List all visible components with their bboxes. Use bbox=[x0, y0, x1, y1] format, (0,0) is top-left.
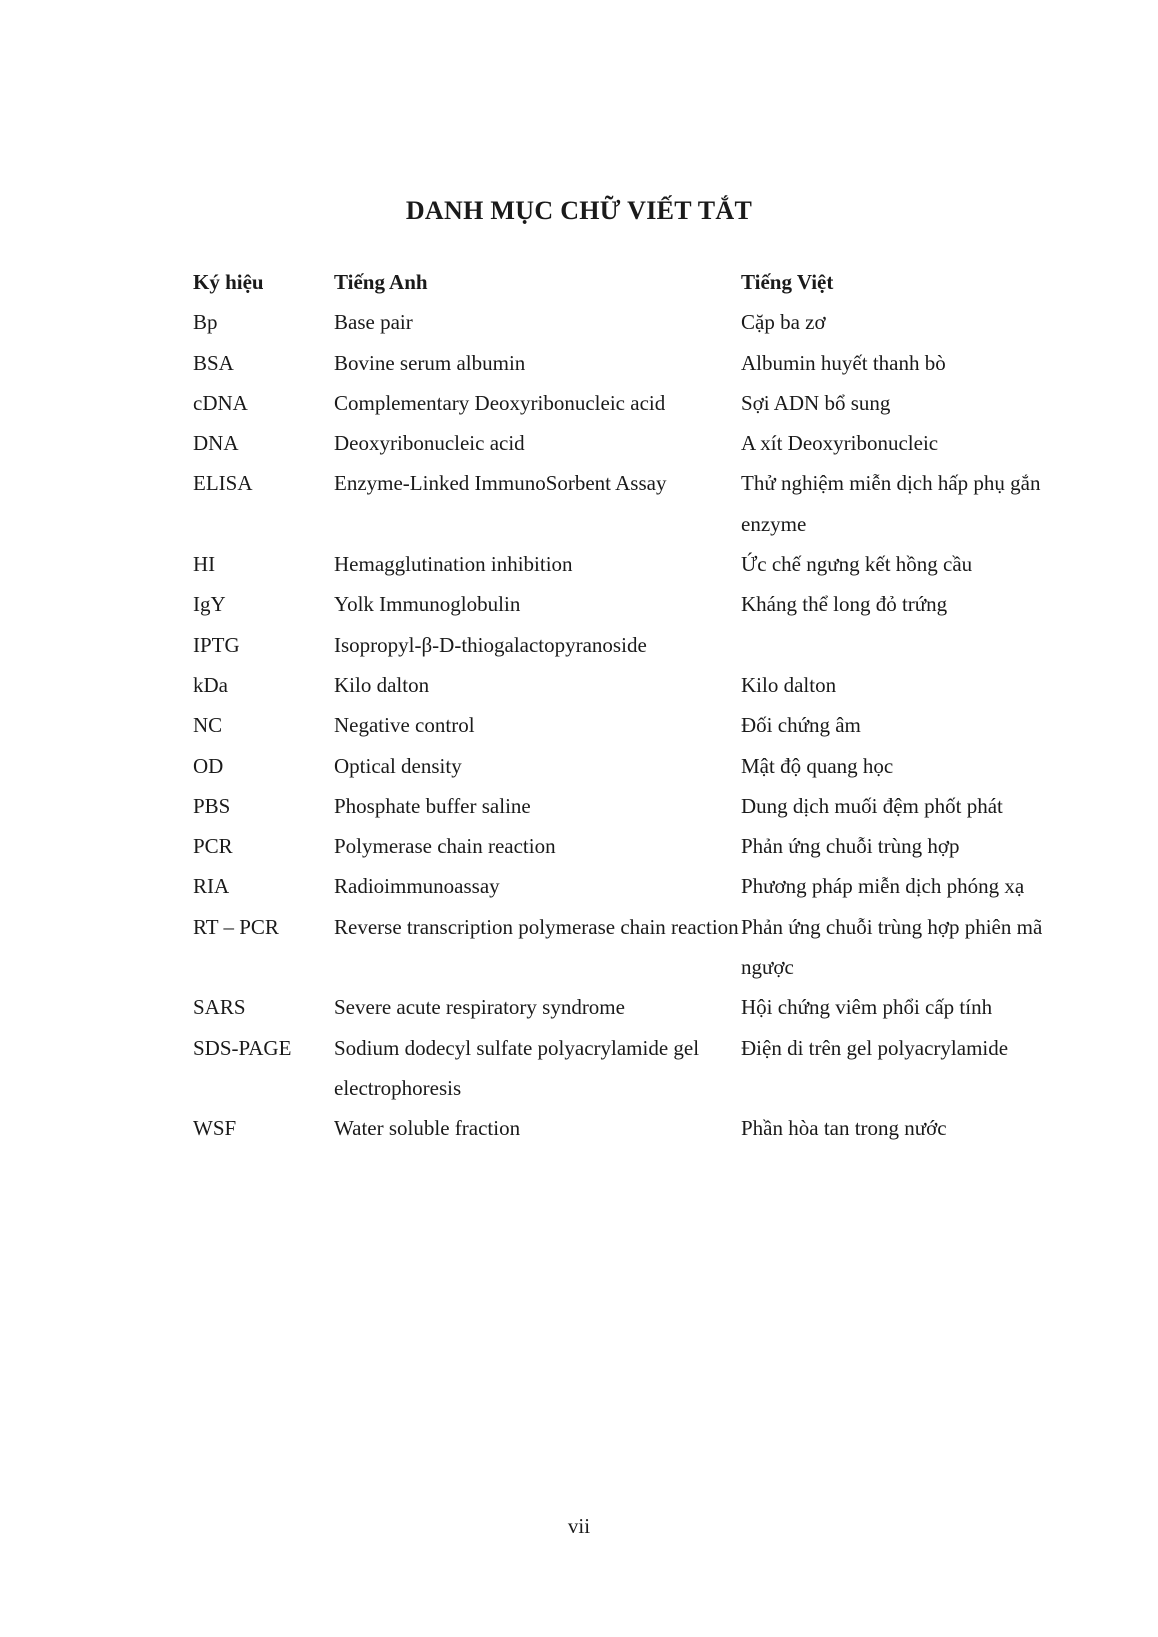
cell-vietnamese: Điện di trên gel polyacrylamide bbox=[741, 1035, 1009, 1060]
cell-abbr: SARS bbox=[193, 995, 246, 1020]
cell-vietnamese: Dung dịch muối đệm phốt phát bbox=[741, 793, 1003, 818]
cell-english: Base pair bbox=[334, 310, 413, 335]
page-number: vii bbox=[567, 1514, 591, 1538]
table-row bbox=[193, 665, 1053, 705]
cell-english: Bovine serum albumin bbox=[334, 350, 526, 375]
cell-english: Negative control bbox=[334, 713, 475, 738]
abbreviation-table bbox=[193, 262, 1053, 1149]
cell-english: Kilo dalton bbox=[334, 672, 430, 697]
cell-english: Optical density bbox=[334, 753, 462, 778]
cell-abbr: Bp bbox=[193, 310, 218, 335]
cell-vietnamese: Albumin huyết thanh bò bbox=[741, 350, 946, 375]
cell-abbr: OD bbox=[193, 753, 224, 778]
table-row bbox=[193, 866, 1053, 906]
cell-english: Reverse transcription polymerase chain reaction bbox=[334, 914, 739, 939]
cell-vietnamese: A xít Deoxyribonucleic bbox=[741, 431, 939, 456]
table-row bbox=[193, 302, 1053, 342]
cell-english: Isopropyl-β-D-thiogalactopyranoside bbox=[334, 632, 647, 657]
cell-vietnamese: Đối chứng âm bbox=[741, 713, 861, 738]
cell-abbr: RIA bbox=[193, 874, 230, 899]
table-row bbox=[193, 544, 1053, 584]
cell-abbr: IPTG bbox=[193, 632, 240, 657]
cell-abbr: WSF bbox=[193, 1116, 237, 1141]
cell-vietnamese bbox=[741, 625, 1053, 665]
table-row bbox=[193, 705, 1053, 745]
cell-english: Hemagglutination inhibition bbox=[334, 552, 573, 577]
page-title: DANH MỤC CHỮ VIẾT TẮT bbox=[405, 196, 753, 225]
table-row bbox=[193, 907, 1053, 988]
header-vietnamese: Tiếng Việt bbox=[741, 270, 834, 294]
cell-vietnamese: Phần hòa tan trong nước bbox=[741, 1116, 947, 1141]
table-row bbox=[193, 584, 1053, 624]
cell-english: Severe acute respiratory syndrome bbox=[334, 995, 625, 1020]
cell-english: Sodium dodecyl sulfate polyacrylamide gel electrophoresis bbox=[334, 1035, 700, 1100]
cell-abbr: DNA bbox=[193, 431, 239, 456]
table-row bbox=[193, 1108, 1053, 1148]
table-row bbox=[193, 383, 1053, 423]
cell-vietnamese: Thử nghiệm miễn dịch hấp phụ gắn enzyme bbox=[741, 471, 1041, 536]
table-row bbox=[193, 343, 1053, 383]
cell-vietnamese: Kilo dalton bbox=[741, 672, 837, 697]
table-row bbox=[193, 625, 1053, 665]
cell-english: Polymerase chain reaction bbox=[334, 834, 556, 859]
table-row bbox=[193, 826, 1053, 866]
header-english: Tiếng Anh bbox=[334, 270, 428, 294]
cell-vietnamese: Mật độ quang học bbox=[741, 753, 894, 778]
cell-abbr: BSA bbox=[193, 350, 234, 375]
table-row bbox=[193, 423, 1053, 463]
cell-abbr: PCR bbox=[193, 834, 233, 859]
table-row bbox=[193, 746, 1053, 786]
table-row bbox=[193, 786, 1053, 826]
cell-abbr: RT – PCR bbox=[193, 914, 279, 939]
table-row bbox=[193, 463, 1053, 544]
cell-vietnamese: Phản ứng chuỗi trùng hợp bbox=[741, 834, 960, 859]
cell-english: Yolk Immunoglobulin bbox=[334, 592, 521, 617]
cell-abbr: NC bbox=[193, 713, 223, 738]
cell-vietnamese: Kháng thể long đỏ trứng bbox=[741, 592, 948, 617]
cell-vietnamese: Ức chế ngưng kết hồng cầu bbox=[741, 552, 973, 577]
cell-vietnamese: Phản ứng chuỗi trùng hợp phiên mã ngược bbox=[741, 914, 1043, 980]
cell-english: Complementary Deoxyribonucleic acid bbox=[334, 390, 666, 415]
table-row bbox=[193, 987, 1053, 1027]
table-row bbox=[193, 1028, 1053, 1109]
cell-vietnamese: Sợi ADN bổ sung bbox=[741, 390, 891, 415]
cell-abbr: PBS bbox=[193, 793, 231, 818]
cell-english: Water soluble fraction bbox=[334, 1116, 521, 1141]
cell-vietnamese: Phương pháp miễn dịch phóng xạ bbox=[741, 874, 1025, 899]
cell-abbr: SDS-PAGE bbox=[193, 1035, 292, 1060]
cell-vietnamese: Cặp ba zơ bbox=[741, 310, 826, 335]
cell-abbr: IgY bbox=[193, 592, 226, 617]
cell-english: Deoxyribonucleic acid bbox=[334, 431, 525, 456]
header-abbr: Ký hiệu bbox=[193, 270, 264, 294]
cell-vietnamese: Hội chứng viêm phổi cấp tính bbox=[741, 995, 993, 1020]
cell-abbr: kDa bbox=[193, 672, 228, 697]
table-header-row bbox=[193, 262, 1053, 302]
cell-abbr: ELISA bbox=[193, 471, 253, 496]
cell-abbr: HI bbox=[193, 552, 216, 577]
cell-english: Phosphate buffer saline bbox=[334, 793, 531, 818]
cell-abbr: cDNA bbox=[193, 390, 248, 415]
cell-english: Enzyme-Linked ImmunoSorbent Assay bbox=[334, 471, 667, 496]
cell-english: Radioimmunoassay bbox=[334, 874, 500, 899]
